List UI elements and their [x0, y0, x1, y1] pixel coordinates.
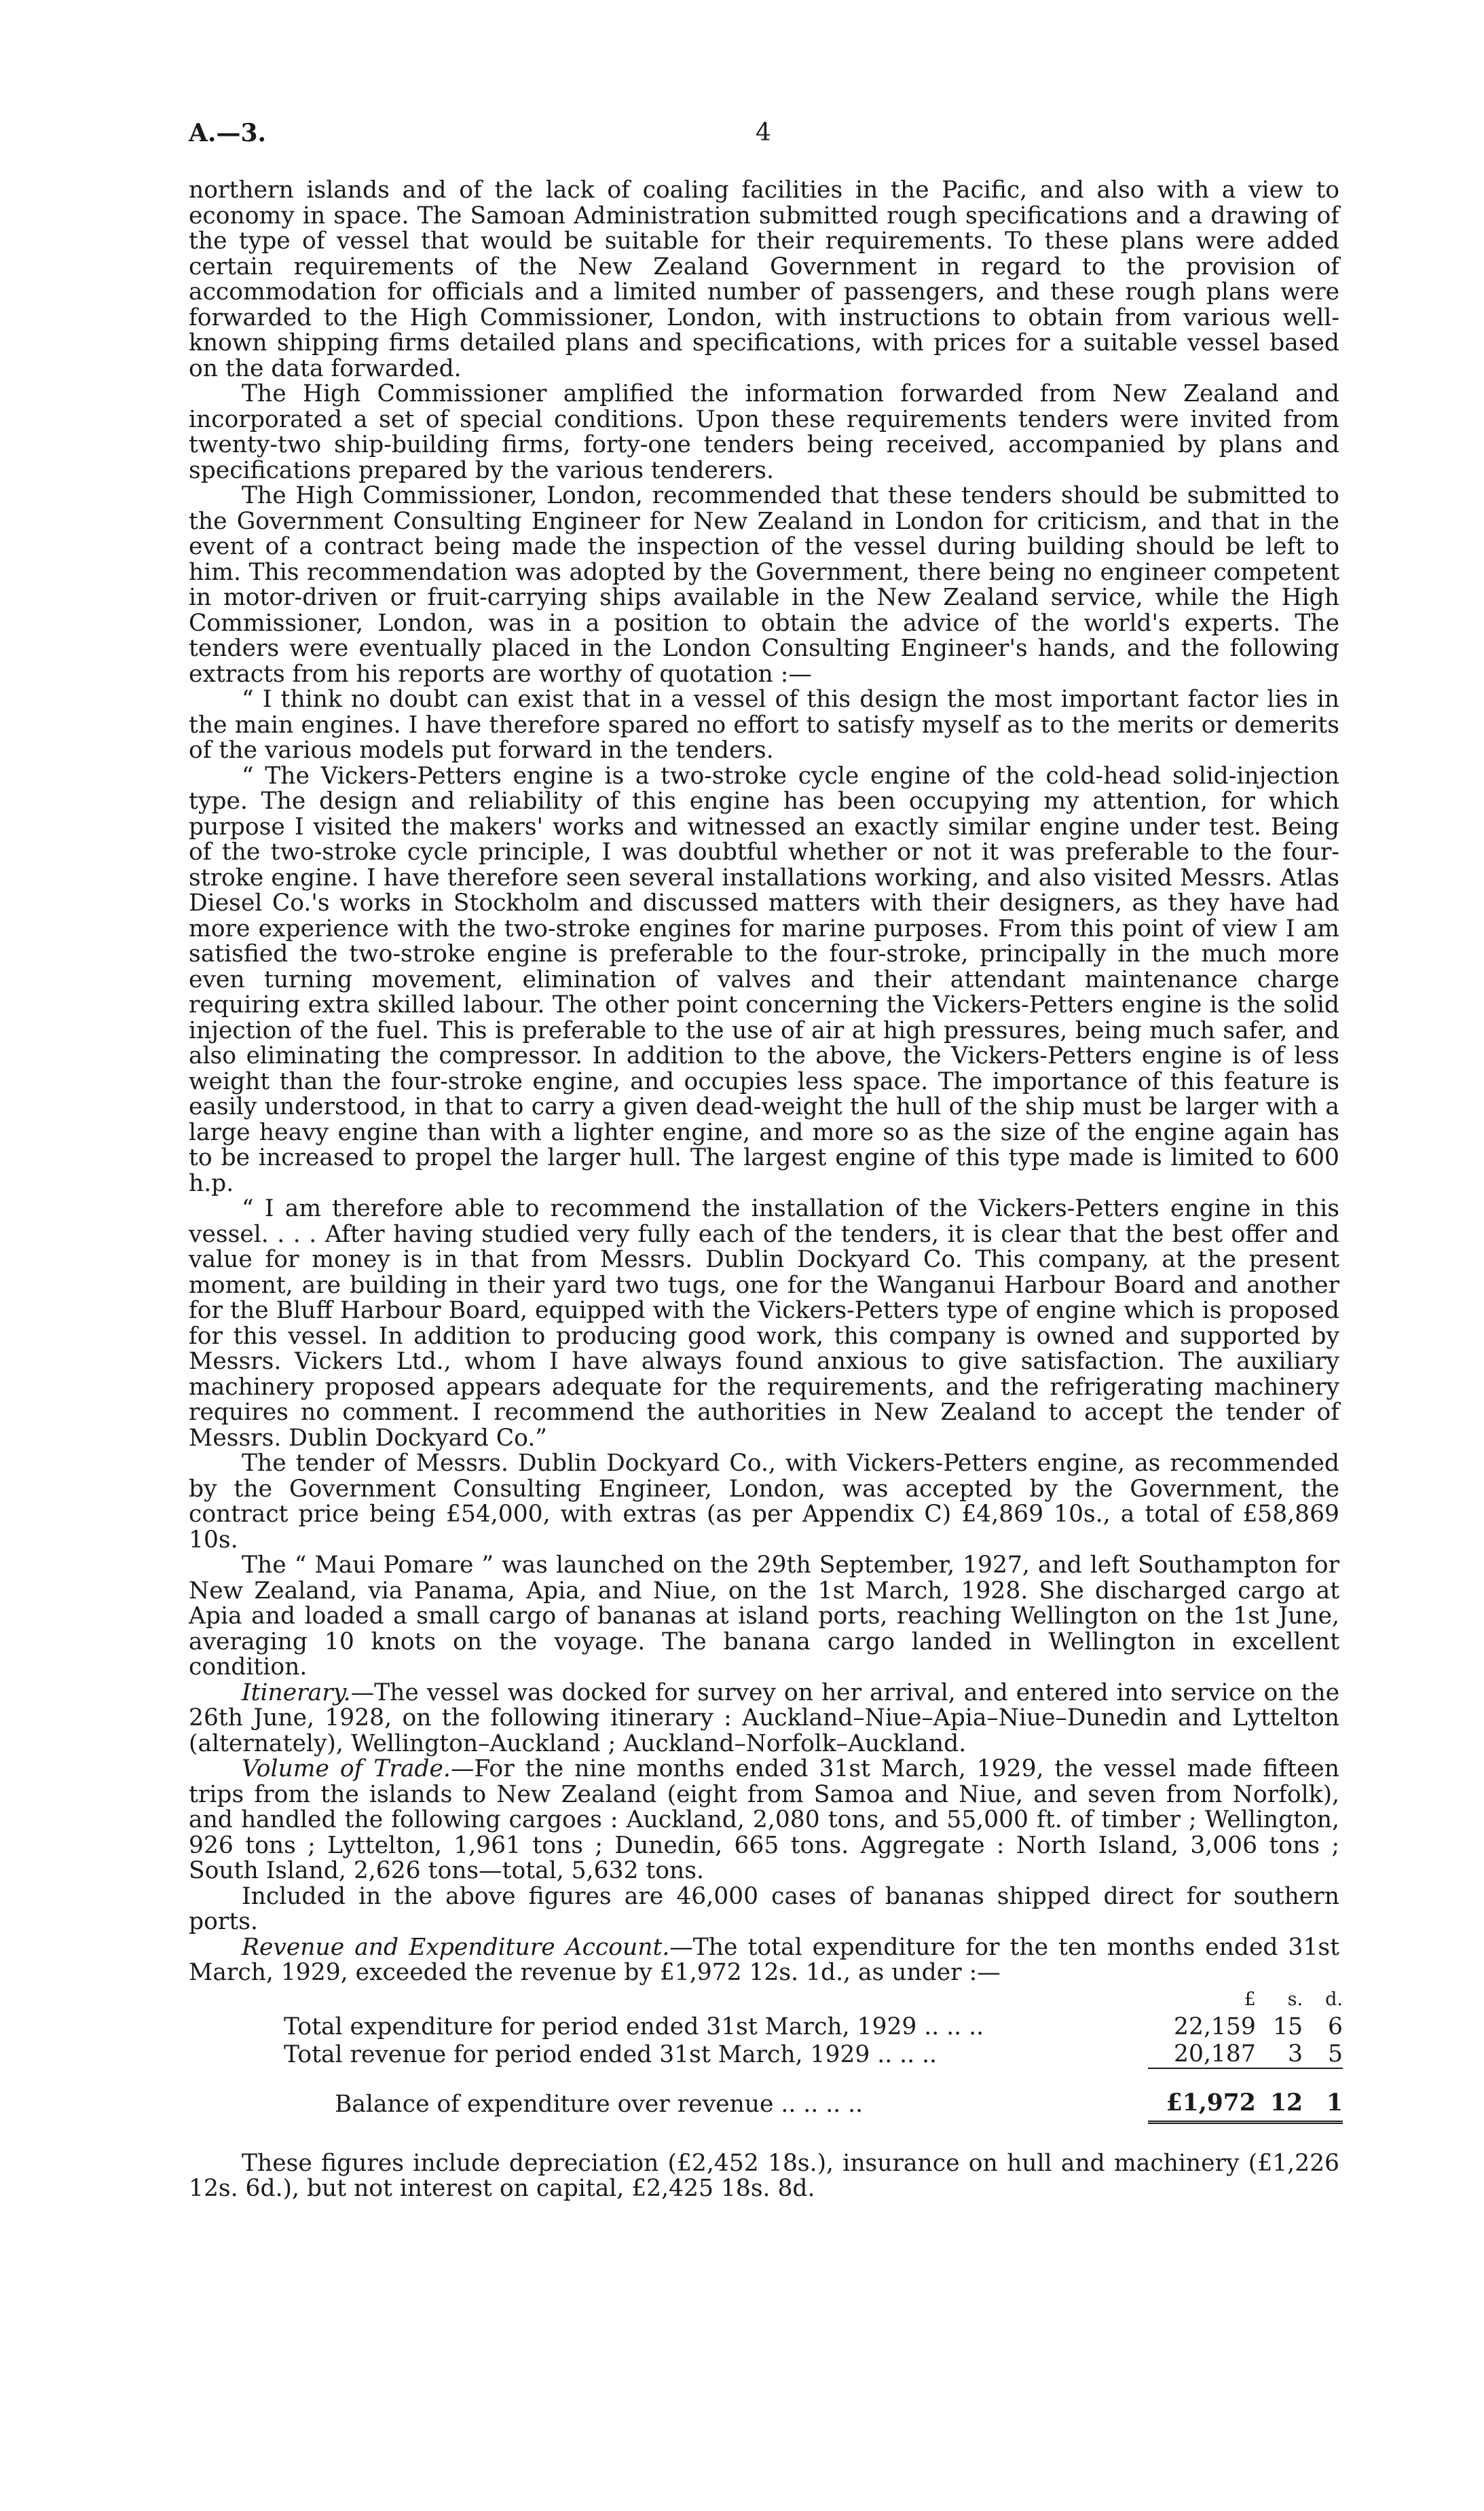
revenue-account-text: —The total expenditure for the ten months ended 31st March, 1929, exceeded the revenue by £1,972 12s. 1d., as under :— — [189, 1933, 1339, 1986]
table-row — [284, 2040, 1343, 2068]
account-units-row — [284, 1986, 1343, 2013]
sum-rule — [284, 2068, 1343, 2087]
bananas-paragraph: Included in the above figures are 46,000 cases of bananas shipped direct for southern ports. — [189, 1882, 1339, 1935]
paragraph-2: The High Commissioner amplified the information forwarded from New Zealand and incorporated a set of special conditions. Upon these requirements tenders were invited from twenty-two ship-building firms, forty-one tenders being received, accompanied by plans and specifications prepared by the various tenderers. — [189, 380, 1339, 484]
page-header — [189, 119, 1329, 153]
balance-row — [284, 2087, 1343, 2123]
document-reference: A.—3. — [189, 119, 267, 147]
row-shillings: 15 — [1273, 2013, 1303, 2040]
revenue-account-paragraph — [189, 1935, 1339, 1986]
volume-of-trade-heading: Volume of Trade. — [242, 1755, 451, 1782]
quotation-paragraph-3: “ I am therefore able to recommend the installation of the Vickers-Petters engine in this vessel. . . . After having studied very fully each of the tenders, it is clear that the best offer and value for money is in that from Messrs. Dublin Dockyard Co. This company, at the present moment, are building in their yard two tugs, one for the Wanganui Harbour Board and another for the Bluff Harbour Board, equipped with the Vickers-Petters type of engine which is proposed for this vessel. In addition to producing good work, this company is owned and supported by Messrs. Vickers Ltd., whom I have always found anxious to give satisfaction. The auxiliary machinery proposed appears adequate for the requirements, and the refrigerating machinery requires no comment. I recommend the authorities in New Zealand to accept the tender of Messrs. Dublin Dockyard Co.” — [189, 1195, 1339, 1452]
balance-pounds: £1,972 — [1148, 2087, 1256, 2123]
units-pence: d. — [1325, 1988, 1343, 2010]
itinerary-paragraph — [189, 1681, 1339, 1757]
revenue-account-heading: Revenue and Expenditure Account. — [242, 1933, 670, 1961]
row-pence: 5 — [1328, 2040, 1343, 2068]
body-text — [189, 177, 1343, 2202]
tender-paragraph: The tender of Messrs. Dublin Dockyard Co., with Vickers-Petters engine, as recommended by the Government Consulting Engineer, London, was accepted by the Government, the contract price being £54,000, with extras (as per Appendix C) £4,869 10s., a total of £58,869 10s. — [189, 1450, 1339, 1554]
volume-of-trade-text: —For the nine months ended 31st March, 1929, the vessel made fifteen trips from the islands to New Zealand (eight from Samoa and Niue, and seven from Norfolk), and handled the following cargoes : Auckland, 2,080 tons, and 55,000 ft. of timber ; Wellington, 926 tons ; Lyttelton, 1,961 tons ; Dunedin, 665 tons. Aggregate : North Island, 3,006 tons ; South Island, 2,626 tons—total, 5,632 tons. — [189, 1755, 1340, 1884]
paragraph-3: The High Commissioner, London, recommended that these tenders should be submitted to the Government Consulting Engineer for New Zealand in London for criticism, and that in the event of a contract being made the inspection of the vessel during building should be left to him. This recommendation was adopted by the Government, there being no engineer competent in motor-driven or fruit-carrying ships available in the New Zealand service, while the High Commissioner, London, was in a position to obtain the advice of the world's experts. The tenders were eventually placed in the London Consulting Engineer's hands, and the following extracts from his reports are worthy of quotation :— — [189, 482, 1339, 688]
launch-paragraph: The “ Maui Pomare ” was launched on the 29th September, 1927, and left Southampton for New Zealand, via Panama, Apia, and Niue, on the 1st March, 1928. She discharged cargo at Apia and loaded a small cargo of bananas at island ports, reaching Wellington on the 1st June, averaging 10 knots on the voyage. The banana cargo landed in Wellington in excellent condition. — [189, 1552, 1339, 1681]
balance-pence: 1 — [1303, 2087, 1343, 2123]
itinerary-heading: Itinerary. — [242, 1679, 351, 1706]
row-pounds: 20,187 — [1174, 2040, 1256, 2068]
balance-shillings: 12 — [1256, 2087, 1303, 2123]
closing-paragraph: These figures include depreciation (£2,452 18s.), insurance on hull and machinery (£1,226 12s. 6d.), but not interest on capital, £2,425 18s. 8d. — [189, 2149, 1339, 2202]
balance-label: Balance of expenditure over revenue .. .. .. .. — [335, 2091, 864, 2118]
row-label: Total expenditure for period ended 31st March, 1929 .. .. .. — [284, 2013, 984, 2040]
itinerary-text: —The vessel was docked for survey on her arrival, and entered into service on the 26th June, 1928, on the following itinerary : Auckland–Niue–Apia–Niue–Dunedin and Lyttelton (alternately), Wellington–Auckland ; Auckland–Norfolk–Auckland. — [189, 1679, 1339, 1757]
units-shillings: s. — [1287, 1988, 1303, 2010]
quotation-paragraph-1: “ I think no doubt can exist that in a vessel of this design the most important factor lies in the main engines. I have therefore spared no effort to satisfy myself as to the merits or demerits of the various models put forward in the tenders. — [189, 686, 1339, 764]
row-shillings: 3 — [1288, 2040, 1303, 2068]
quotation-paragraph-2: “ The Vickers-Petters engine is a two-stroke cycle engine of the cold-head solid-injection type. The design and reliability of this engine has been occupying my attention, for which purpose I visited the makers' works and witnessed an exactly similar engine under test. Being of the two-stroke cycle principle, I was doubtful whether or not it was preferable to the four-stroke engine. I have therefore seen several installations working, and also visited Messrs. Atlas Diesel Co.'s works in Stockholm and discussed matters with their designers, as they have had more experience with the two-stroke engines for marine purposes. From this point of view I am satisfied the two-stroke engine is preferable to the four-stroke, principally in the much more even turning movement, elimination of valves and their attendant maintenance charge requiring extra skilled labour. The other point concerning the Vickers-Petters engine is the solid injection of the fuel. This is preferable to the use of air at high pressures, being much safer, and also eliminating the compressor. In addition to the above, the Vickers-Petters engine is of less weight than the four-stroke engine, and occupies less space. The importance of this feature is easily understood, in that to carry a given dead-weight the hull of the ship must be larger with a large heavy engine than with a lighter engine, and more so as the size of the engine again has to be increased to propel the larger hull. The largest engine of this type made is limited to 600 h.p. — [189, 762, 1339, 1197]
row-label: Total revenue for period ended 31st March, 1929 .. .. .. — [284, 2040, 938, 2068]
volume-of-trade-paragraph — [189, 1757, 1339, 1884]
account-table — [284, 1986, 1343, 2124]
paragraph-1: northern islands and of the lack of coaling facilities in the Pacific, and also with a view to economy in space. The Samoan Administration submitted rough specifications and a drawing of the type of vessel that would be suitable for their requirements. To these plans were added certain requirements of the New Zealand Government in regard to the provision of accommodation for officials and a limited number of passengers, and these rough plans were forwarded to the High Commissioner, London, with instructions to obtain from various well-known shipping firms detailed plans and specifications, with prices for a suitable vessel based on the data forwarded. — [189, 177, 1339, 382]
units-pounds: £ — [1244, 1988, 1256, 2010]
page-number: 4 — [756, 119, 771, 147]
row-pence: 6 — [1328, 2013, 1343, 2040]
row-pounds: 22,159 — [1174, 2013, 1256, 2040]
table-row — [284, 2013, 1343, 2040]
